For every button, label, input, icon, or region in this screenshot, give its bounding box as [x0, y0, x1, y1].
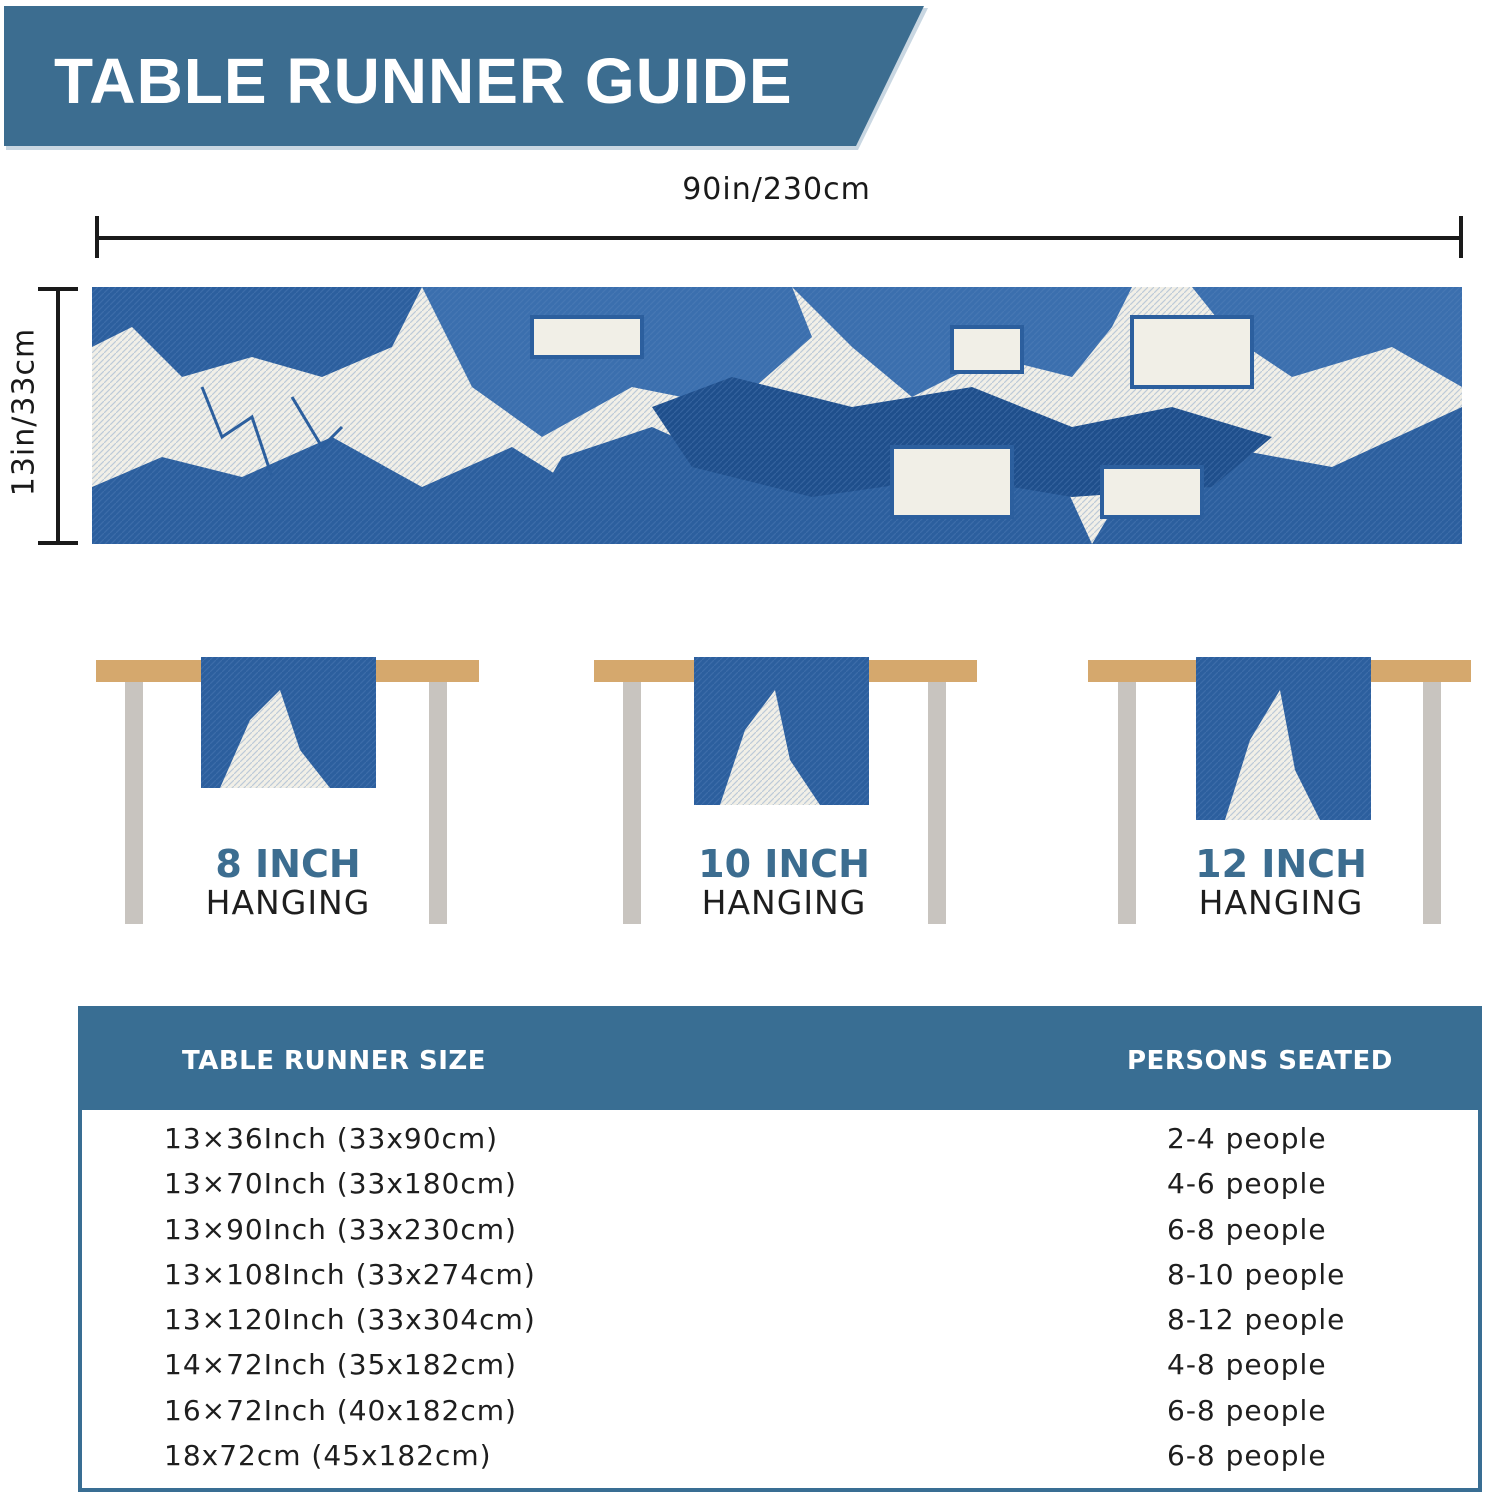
persons-cell: 2-4 people [1167, 1122, 1327, 1155]
hanging-size: 8 INCH [215, 842, 361, 886]
header-size: TABLE RUNNER SIZE [182, 1046, 487, 1076]
hanging-size: 10 INCH [698, 842, 870, 886]
table-row [82, 1254, 1478, 1299]
guide-title: TABLE RUNNER GUIDE [54, 45, 793, 117]
size-cell: 18x72cm (45x182cm) [164, 1439, 492, 1473]
size-cell: 13×108Inch (33x274cm) [164, 1257, 536, 1291]
hanging-option-8 [138, 844, 438, 922]
hanging-option-10 [634, 844, 934, 922]
header-persons: PERSONS SEATED [1127, 1046, 1393, 1076]
hanging-word: HANGING [1198, 883, 1364, 922]
table-row [82, 1299, 1478, 1344]
persons-cell: 4-6 people [1167, 1167, 1327, 1201]
table-row [82, 1344, 1478, 1389]
size-cell: 13×90Inch (33x230cm) [164, 1212, 517, 1246]
table-row [82, 1435, 1478, 1480]
hanging-word: HANGING [701, 883, 867, 922]
size-cell: 16×72Inch (40x182cm) [164, 1393, 517, 1427]
size-cell: 13×36Inch (33x90cm) [164, 1122, 499, 1155]
table-body [82, 1118, 1478, 1480]
table-row [82, 1118, 1478, 1163]
size-cell: 13×120Inch (33x304cm) [164, 1303, 536, 1337]
size-cell: 14×72Inch (35x182cm) [164, 1348, 517, 1382]
height-dimension-text: 13in/33cm [6, 327, 42, 497]
persons-cell: 8-10 people [1167, 1257, 1346, 1291]
persons-cell: 6-8 people [1167, 1439, 1327, 1473]
persons-cell: 4-8 people [1167, 1348, 1327, 1382]
persons-cell: 8-12 people [1167, 1303, 1346, 1337]
hanging-option-12 [1131, 844, 1431, 922]
table-runner-image [92, 287, 1462, 544]
table-row [82, 1163, 1478, 1208]
table-row [82, 1209, 1478, 1254]
table-header [82, 1010, 1478, 1110]
persons-cell: 6-8 people [1167, 1212, 1327, 1246]
size-cell: 13×70Inch (33x180cm) [164, 1167, 517, 1201]
persons-cell: 6-8 people [1167, 1393, 1327, 1427]
hanging-word: HANGING [205, 883, 371, 922]
size-table [78, 1006, 1482, 1492]
width-dimension-label: 90in/230cm [682, 172, 871, 207]
hanging-size: 12 INCH [1195, 842, 1367, 886]
table-row [82, 1390, 1478, 1435]
